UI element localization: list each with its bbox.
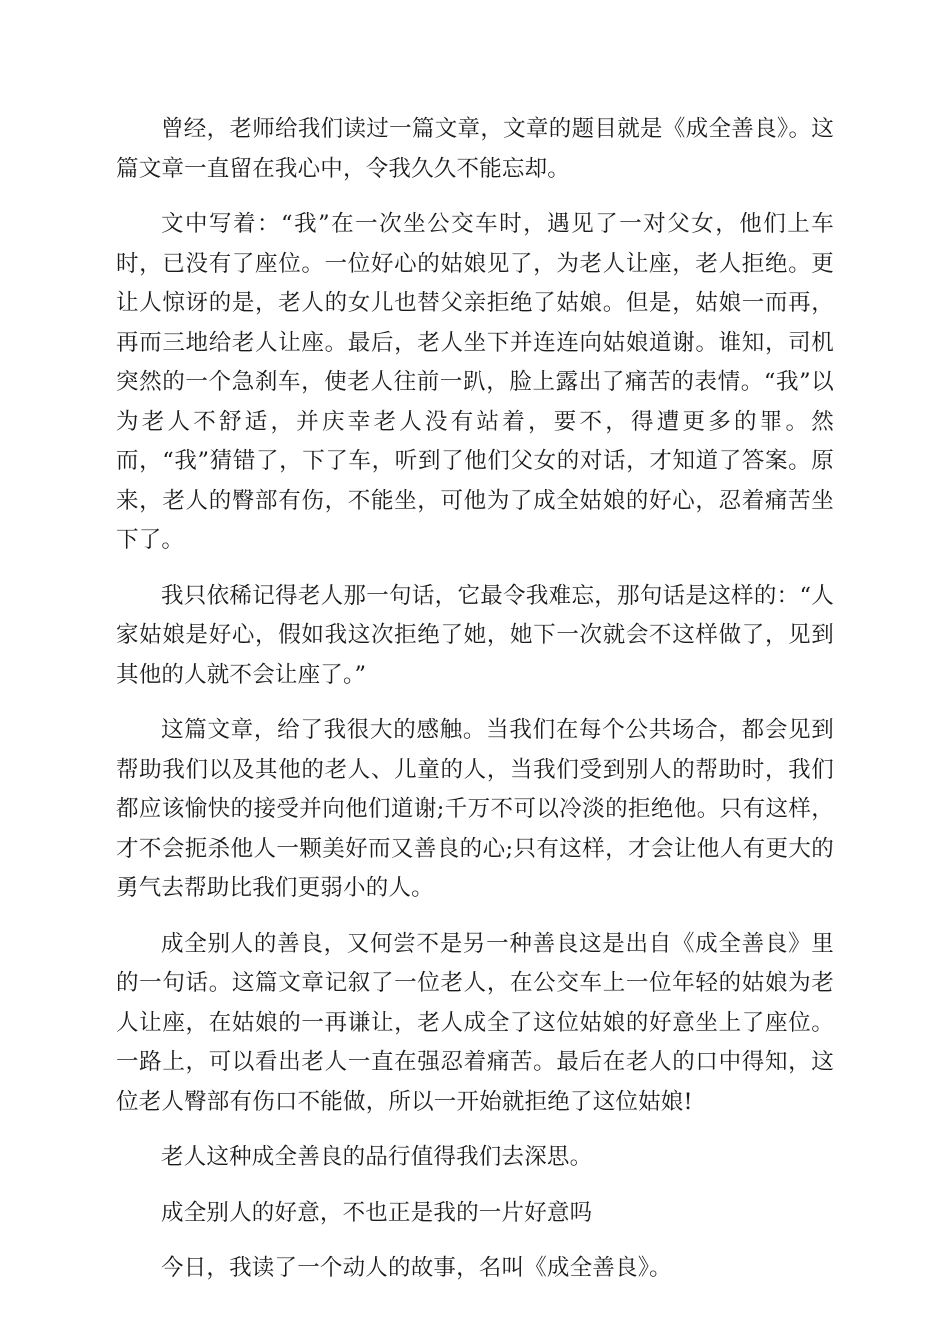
paragraph-5: 成全别人的善良，又何尝不是另一种善良这是出自《成全善良》里的一句话。这篇文章记叙了一位老人，在公交车上一位年轻的姑娘为老人让座，在姑娘的一再谦让，老人成全了这位姑娘的好意坐上了座位。一路上，可以看出老人一直在强忍着痛苦。最后在老人的口中得知，这位老人臀部有伤口不能做，所以一开始就拒绝了这位姑娘! [116, 930, 834, 1115]
paragraph-8: 今日，我读了一个动人的故事，名叫《成全善良》。 [161, 1255, 672, 1281]
paragraph-1: 曾经，老师给我们读过一篇文章，文章的题目就是《成全善良》。这篇文章一直留在我心中，令我久久不能忘却。 [116, 116, 834, 182]
paragraph-3: 我只依稀记得老人那一句话，它最令我难忘，那句话是这样的：“人家姑娘是好心，假如我这次拒绝了她，她下一次就会不这样做了，见到其他的人就不会让座了。” [116, 582, 834, 688]
paragraph-7: 成全别人的好意，不也正是我的一片好意吗 [161, 1199, 593, 1226]
document-body [116, 110, 834, 1305]
paragraph-2: 文中写着：“我”在一次坐公交车时，遇见了一对父女，他们上车时，已没有了座位。一位好心的姑娘见了，为老人让座，老人拒绝。更让人惊讶的是，老人的女儿也替父亲拒绝了姑娘。但是，姑娘一而再，再而三地给老人让座。最后，老人坐下并连连向姑娘道谢。谁知，司机突然的一个急刹车，使老人往前一趴，脸上露出了痛苦的表情。“我”以为老人不舒适，并庆幸老人没有站着，要不，得遭更多的罪。然而，“我”猜错了，下了车，听到了他们父女的对话，才知道了答案。原来，老人的臀部有伤，不能坐，可他为了成全姑娘的好心，忍着痛苦坐下了。 [116, 211, 834, 553]
paragraph-6: 老人这种成全善良的品行值得我们去深思。 [161, 1144, 593, 1170]
paragraph-4: 这篇文章，给了我很大的感触。当我们在每个公共场合，都会见到帮助我们以及其他的老人、儿童的人，当我们受到别人的帮助时，我们都应该愉快的接受并向他们道谢;千万不可以冷淡的拒绝他。只有这样，才不会扼杀他人一颗美好而又善良的心;只有这样，才会让他人有更大的勇气去帮助比我们更弱小的人。 [116, 717, 834, 901]
